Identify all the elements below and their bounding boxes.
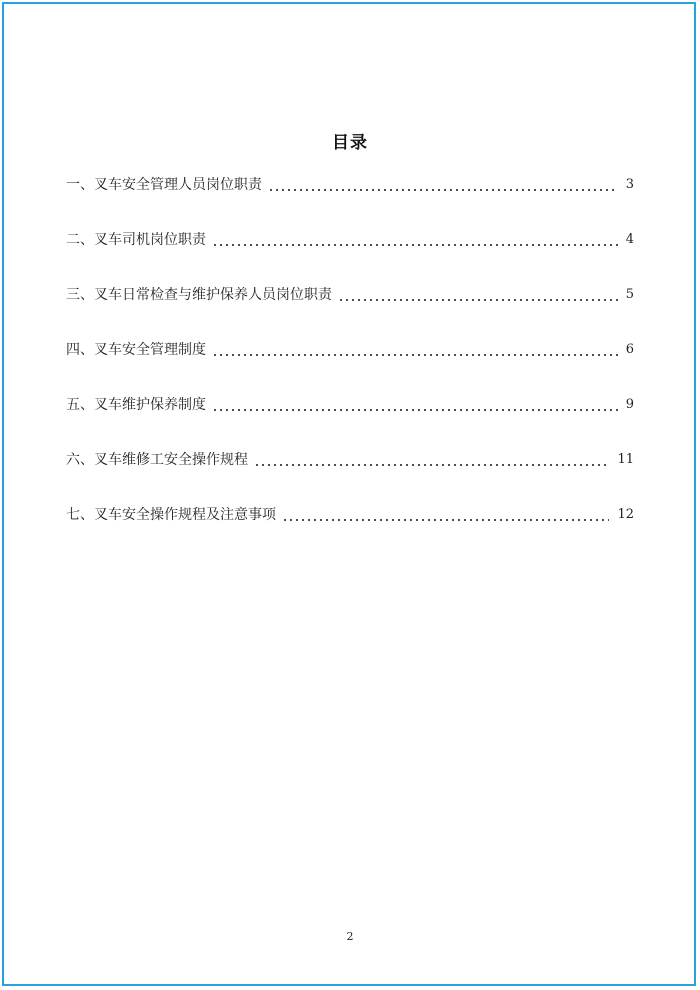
toc-entry-text: 六、叉车维修工安全操作规程 <box>66 452 248 468</box>
toc-entry-page: 11 <box>617 452 634 467</box>
toc-entry-text: 三、叉车日常检查与维护保养人员岗位职责 <box>66 287 332 303</box>
toc-title: 目录 <box>332 133 368 153</box>
toc-entry-3[interactable] <box>66 286 634 341</box>
toc-entry-5[interactable] <box>66 396 634 451</box>
toc-entry-text: 七、叉车安全操作规程及注意事项 <box>66 507 276 523</box>
toc-entry-1[interactable] <box>66 176 634 231</box>
toc-entry-page: 9 <box>625 397 634 412</box>
toc-entry-page: 6 <box>625 342 634 357</box>
toc-entry-4[interactable] <box>66 341 634 396</box>
toc-entry-page: 3 <box>625 177 634 192</box>
table-of-contents <box>66 176 634 561</box>
toc-dot-leader <box>212 231 618 249</box>
toc-dot-leader <box>338 286 618 304</box>
toc-dot-leader <box>268 176 618 194</box>
toc-entry-2[interactable] <box>66 231 634 286</box>
toc-entry-text: 一、叉车安全管理人员岗位职责 <box>66 177 262 193</box>
toc-entry-page: 12 <box>617 507 634 522</box>
toc-entry-6[interactable] <box>66 451 634 506</box>
toc-entry-7[interactable] <box>66 506 634 561</box>
toc-dot-leader <box>282 506 609 524</box>
toc-dot-leader <box>212 396 618 414</box>
toc-entry-page: 4 <box>625 232 634 247</box>
toc-dot-leader <box>254 451 609 469</box>
toc-entry-page: 5 <box>625 287 634 302</box>
toc-dot-leader <box>212 341 618 359</box>
toc-entry-text: 二、叉车司机岗位职责 <box>66 232 206 248</box>
toc-entry-text: 五、叉车维护保养制度 <box>66 397 206 413</box>
toc-entry-text: 四、叉车安全管理制度 <box>66 342 206 358</box>
page-number: 2 <box>346 930 354 943</box>
